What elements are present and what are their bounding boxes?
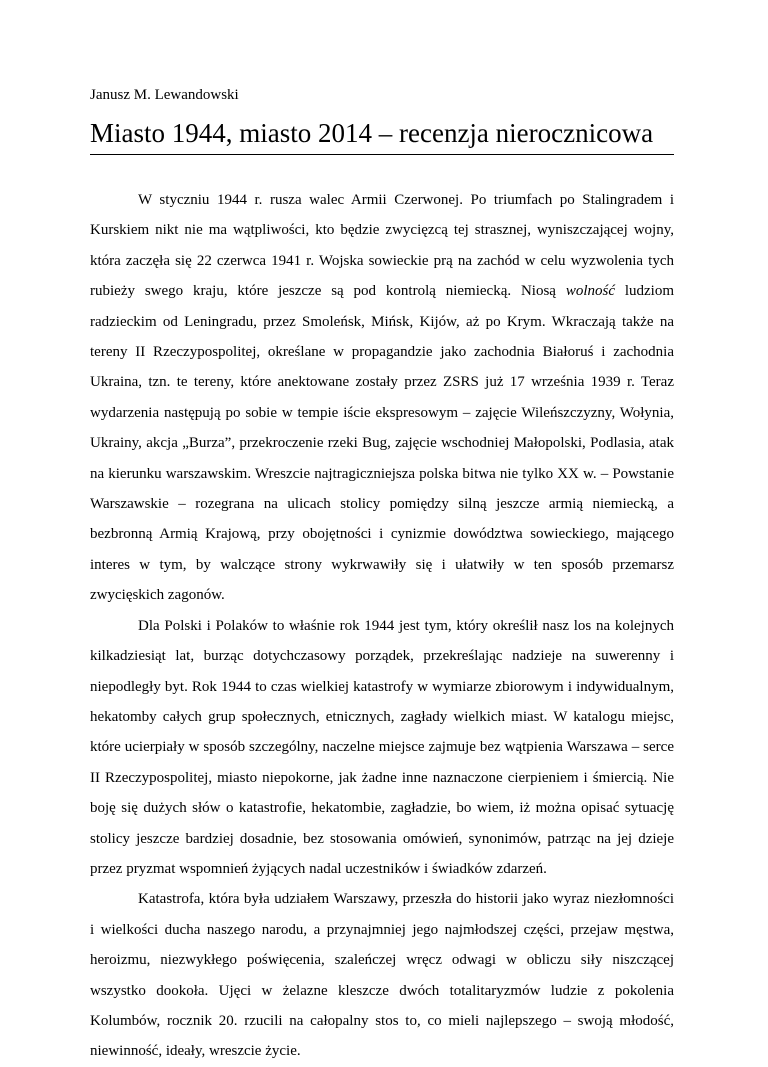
paragraph-2: Dla Polski i Polaków to właśnie rok 1944 jest tym, który określił nasz los na kolejnych kilkadziesiąt lat, burząc dotychczasowy porządek, przekreślając nadzieje na suwerenny i niepodległy byt. Rok 1944 to czas wielkiej katastrofy w wymiarze zbiorowym i indywidualnym, hekatomby całych grup społecznych, etnicznych, zagłady wielkich miast. W katalogu miejsc, które ucierpiały w sposób szczególny, naczelne miejsce zajmuje bez wątpienia Warszawa – serce II Rzeczypospolitej, miasto niepokorne, jak żadne inne naznaczone cierpieniem i śmiercią. Nie boję się dużych słów o katastrofie, hekatombie, zagładzie, bo wiem, iż można opisać sytuację stolicy jeszcze bardziej dosadnie, bez stosowania omówień, synonimów, patrząc na jej dzieje przez pryzmat wspomnień żyjących nadal uczestników i świadków zdarzeń. (90, 617, 674, 877)
emphasized-word: wolność (565, 283, 615, 300)
paragraph-1-text-start: W styczniu 1944 r. rusza walec Armii Czerwonej. Po triumfach po Stalingradem i Kurskiem nikt nie ma wątpliwości, kto będzie zwycięzcą tej strasznej, wyniszczającej wojny, która zaczęła się 22 czerwca 1941 r. Wojska sowieckie prą na zachód w celu wyzwolenia tych rubieży swego kraju, które jeszcze są pod kontrolą niemiecką. Niosą (90, 192, 674, 300)
paragraph-3: Katastrofa, która była udziałem Warszawy, przeszła do historii jako wyraz niezłomności i wielkości ducha naszego narodu, a przynajmniej jego najmłodszej części, przejaw męstwa, heroizmu, niezwykłego poświęcenia, szaleńczej wręcz odwagi w obliczu siły niszczącej wszystko dookoła. Ujęci w żelazne kleszcze dwóch totalitaryzmów ludzie z pokolenia Kolumbów, rocznik 20. rzucili na całopalny stos to, co mieli najlepszego – swoją młodość, niewinność, ideały, wreszcie życie. (90, 891, 674, 1060)
document-page (90, 86, 674, 1067)
article-body (90, 185, 674, 1067)
author-name: Janusz M. Lewandowski (90, 87, 239, 103)
document-title: Miasto 1944, miasto 2014 – recenzja nierocznicowa (90, 116, 674, 155)
paragraph-1 (90, 185, 674, 611)
paragraph-1-text-end: ludziom radzieckim od Leningradu, przez Smoleńsk, Mińsk, Kijów, aż po Krym. Wkraczają także na tereny II Rzeczypospolitej, określane w propagandzie jako zachodnia Białoruś i zachodnia Ukraina, tzn. te tereny, które anektowane zostały przez ZSRS już 17 września 1939 r. Teraz wydarzenia następują po sobie w tempie iście ekspresowym – zajęcie Wileńszczyzny, Wołynia, Ukrainy, akcja „Burza”, przekroczenie rzeki Bug, zajęcie wschodniej Małopolski, Podlasia, atak na kierunku warszawskim. Wreszcie najtragiczniejsza polska bitwa nie tylko XX w. – Powstanie Warszawskie – rozegrana na ulicach stolicy pomiędzy silną jeszcze armią niemiecką, a bezbronną Armią Krajową, przy obojętności i cynizmie dowództwa sowieckiego, mającego interes w tym, by walczące strony wykrwawiły się i ułatwiły w ten sposób przemarsz zwycięskich zagonów. (90, 283, 674, 604)
